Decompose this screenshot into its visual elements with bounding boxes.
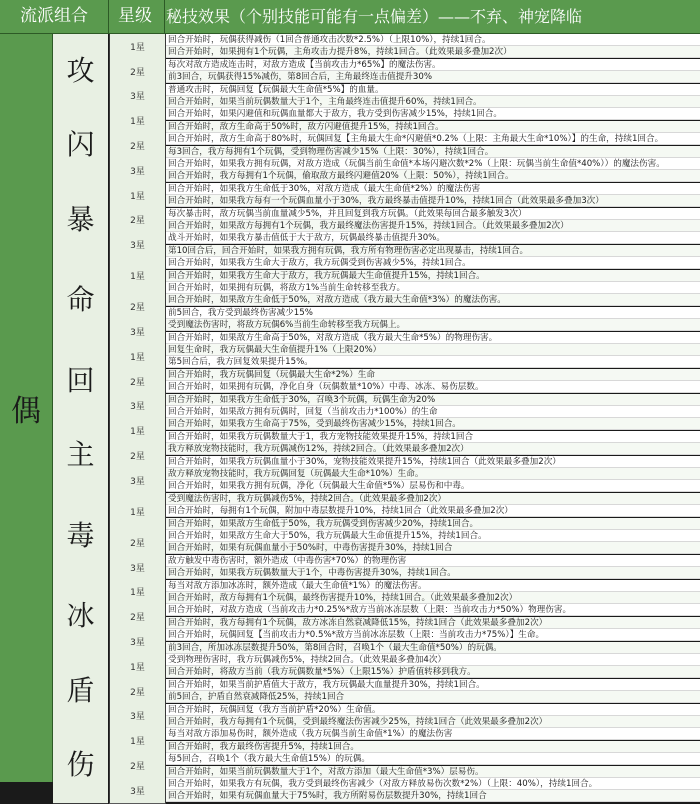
- star-level: 3星: [109, 232, 166, 258]
- effect-line: 回合开始时，如果我方生命低于30%，对敌方造成（最大生命值*2%）的魔法伤害: [166, 183, 700, 195]
- effect-line: 回合开始时，如果我方生命大于敌方，我方玩偶最大生命值提升15%，持续1回合。: [166, 270, 700, 282]
- star-level: 2星: [109, 443, 166, 469]
- star-level: 2星: [109, 294, 166, 320]
- effect-line: 回合开始时，如果敌方拥有玩偶时，回复（当前攻击力*100%）的生命: [166, 406, 700, 418]
- star-level: 1星: [109, 344, 166, 370]
- star-level: 1星: [109, 183, 166, 209]
- group-name: 冰: [66, 599, 95, 633]
- effect-line: 前5回合，护盾自然衰减降低25%，持续1回合: [166, 691, 700, 703]
- effect-line: 回合开始时，如果有玩偶血量大于75%时，我方所附易伤层数提升30%，持续1回合: [166, 790, 700, 802]
- effect-line: 回合开始时，如果当前护盾值大于敌方，我方玩偶最大血量提升30%，持续1回合。: [166, 679, 700, 691]
- effect-line: 每次对敌方造成连击时，对敌方造成【当前攻击力*65%】的魔法伤害。: [166, 59, 700, 71]
- star-level: 3星: [109, 394, 166, 420]
- header-divider: [108, 0, 109, 33]
- effect-line: 回合开始时，如果拥有玩偶，将敌方1%当前生命转移至我方。: [166, 282, 700, 294]
- star-level: 2星: [109, 679, 166, 705]
- header-combo: 流派组合: [20, 6, 88, 26]
- effect-line: 回合开始时，如果敌方生命低于50%，对敌方造成（我方最大生命值*3%）的魔法伤害。: [166, 294, 700, 306]
- effect-line: 每次暴击时，敌方玩偶当前血量减少5%，并且回复到我方玩偶。（此效果每回合最多触发3次）: [166, 208, 700, 220]
- effect-line: 敌方触发中毒伤害时，额外造成（中毒伤害*70%）的物理伤害: [166, 555, 700, 567]
- effect-line: 前3回合，玩偶获得15%减伤，第8回合后，主角最终连击值提升30%: [166, 71, 700, 83]
- group-name: 闪: [66, 128, 95, 162]
- star-level: 1星: [109, 728, 166, 754]
- group-cell: [53, 344, 108, 419]
- star-level: 1星: [109, 34, 166, 60]
- star-level: 2星: [109, 59, 166, 85]
- effect-line: 回合开始时，我方每拥有1个玩偶，偷取敌方最终闪避值20%（上限：50%），持续1回合。: [166, 170, 700, 182]
- group-cell: [53, 728, 108, 803]
- star-level: 3星: [109, 158, 166, 184]
- star-level: 2星: [109, 753, 166, 779]
- star-level: 3星: [109, 778, 166, 804]
- star-level: 1星: [109, 580, 166, 606]
- group-cell: [53, 493, 108, 581]
- group-name: 回: [66, 363, 95, 397]
- effect-line: 回合开始时，我方每拥有1个玩偶，受到最终魔法伤害减少25%，持续1回合（此效果最多叠加2次）: [166, 716, 700, 728]
- effect-line: 回合开始时，敌方生命高于80%时，玩偶回复【主角最大生命*闪避值*0.2%（上限：主角最大生命*10%）】的生命，持续1回合。: [166, 133, 700, 145]
- group-cell: [53, 580, 108, 655]
- effect-line: 回合开始时，如果敌方生命高于50%，对敌方造成（我方最大生命*5%）的物理伤害。: [166, 332, 700, 344]
- star-level: 3星: [109, 319, 166, 345]
- effect-line: 回合开始时，将敌方当前（我方玩偶数量*5%）（上限15%）护盾值转移到我方。: [166, 666, 700, 678]
- effect-line: 回合开始时，每拥有1个玩偶，附加中毒层数提升10%，持续1回合（此效果最多叠加2次）: [166, 505, 700, 517]
- star-level: 1星: [109, 108, 166, 134]
- star-level: 2星: [109, 530, 166, 556]
- effect-line: 每当对敌方添加易伤时，额外造成（我方玩偶当前生命值*1%）的魔法伤害: [166, 728, 700, 740]
- star-level: 3星: [109, 555, 166, 581]
- group-cell: [53, 654, 108, 729]
- effect-line: 回合开始时，对敌方造成（当前攻击力*0.25%*敌方当前冰冻层数（上限：当前攻击力*50%）物理伤害。: [166, 604, 700, 616]
- effect-line: 受到魔法伤害时，将敌方玩偶6%当前生命转移至我方玩偶上。: [166, 319, 700, 331]
- effect-line: 回合开始时，我方玩偶回复（玩偶最大生命*2%）生命: [166, 369, 700, 381]
- effect-line: 回合开始时，玩偶回复【当前攻击力*0.5%*敌方当前冰冻层数（上限：当前攻击力*75%）】生命。: [166, 629, 700, 641]
- effect-line: 受到魔法伤害时，我方玩偶减伤5%，持续2回合。（此效果最多叠加2次）: [166, 493, 700, 505]
- star-level: 1星: [109, 418, 166, 444]
- effect-line: 第10回合后，回合开始时，如果我方拥有玩偶，我方所有物理伤害必定出现暴击，持续1回合。: [166, 245, 700, 257]
- pet-column: [0, 34, 53, 782]
- star-level: 3星: [109, 84, 166, 110]
- star-level: 1星: [109, 654, 166, 680]
- star-level: 3星: [109, 704, 166, 730]
- group-name: 主: [66, 438, 95, 472]
- effect-line: 回合开始时，如果拥有玩偶，净化自身（玩偶数量*10%）中毒、冰冻、易伤层数。: [166, 381, 700, 393]
- group-cell: [53, 34, 108, 109]
- effect-line: 受到物理伤害时，我方玩偶减伤5%，持续2回合。（此效果最多叠加4次）: [166, 654, 700, 666]
- effect-line: 回合开始时，如果拥有1个玩偶，主角攻击力提升8%，持续1回合。（此效果最多叠加2次）: [166, 46, 700, 58]
- effect-line: 战斗开始时，如果我方暴击值低于大于敌方，玩偶最终暴击值提升30%。: [166, 232, 700, 244]
- effect-line: 回合开始时，如果敌方每拥有1个玩偶，我方最终魔法伤害提升15%，持续1回合。（此效果最多叠加2次）: [166, 220, 700, 232]
- effect-line: 每3回合，我方每拥有1个玩偶，受到物理伤害减少15%（上限：30%），持续1回合。: [166, 146, 700, 158]
- star-level: 1星: [109, 257, 166, 295]
- effect-line: 每当对敌方添加冰冻时，额外造成（最大生命值*1%）的魔法伤害。: [166, 580, 700, 592]
- star-level: 1星: [109, 493, 166, 531]
- effect-line: 回复生命时，我方玩偶最大生命值提升1%（上限20%）: [166, 344, 700, 356]
- effect-line: 回合开始时，我方最终伤害提升5%，持续1回合。: [166, 741, 700, 753]
- star-level: 2星: [109, 369, 166, 395]
- effect-line: 回合开始时，敌方生命高于50%时，敌方闪避值提升15%，持续1回合。: [166, 121, 700, 133]
- effect-line: 回合开始时，如果有玩偶血量小于50%时，中毒伤害提升30%，持续1回合: [166, 542, 700, 554]
- header-divider: [164, 0, 165, 33]
- effect-line: 第5回合后，我方回复效果提升15%。: [166, 356, 700, 368]
- effect-line: 前3回合，所加冰冻层数提升50%，第8回合时，召唤1个（最大生命值*50%）的玩偶。: [166, 642, 700, 654]
- group-cell: [53, 418, 108, 493]
- effect-line: 回合开始时，如果我方生命低于30%，召唤3个玩偶，玩偶生命为20%: [166, 394, 700, 406]
- group-name: 毒: [66, 518, 95, 552]
- star-level: 2星: [109, 208, 166, 234]
- star-level: 3星: [109, 468, 166, 494]
- star-level: 2星: [109, 133, 166, 159]
- effect-line: 回合开始时，如果我方有玩偶，我方受到最终伤害减少（对敌方释放易伤次数*2%）（上限：40%），持续1回合。: [166, 778, 700, 790]
- group-name: 攻: [66, 53, 95, 87]
- effect-line: 每5回合，召唤1个（我方最大生命值15%）的玩偶。: [166, 753, 700, 765]
- effect-line: 回合开始时，如果当前玩偶数量大于1个，对敌方添加（最大生命值*3%）层易伤。: [166, 766, 700, 778]
- effect-line: 回合开始时，如果敌方生命大于50%，我方玩偶最大生命值提升15%，持续1回合。: [166, 530, 700, 542]
- effect-line: 回合开始时，如果我方每有一个玩偶血量小于30%，我方最终暴击值提升10%，持续1回合（此效果最多叠加3次）: [166, 195, 700, 207]
- header-effect: 秘技效果（个别技能可能有一点偏差）——不弃、神宠降临: [166, 7, 583, 26]
- group-name: 伤: [66, 748, 95, 782]
- group-cell: [53, 257, 108, 345]
- effect-line: 前5回合，我方受到最终伤害减少15%: [166, 307, 700, 319]
- star-level: 2星: [109, 604, 166, 630]
- header-star: 星级: [118, 6, 152, 26]
- effect-line: 回合开始时，如果我方玩偶血量小于30%，宠物技能效果提升15%，持续1回合（此效果最多叠加2次）: [166, 456, 700, 468]
- group-name: 暴: [66, 202, 95, 236]
- group-cell: [53, 183, 108, 258]
- effect-line: 回合开始时，玩偶获得减伤（1回合普通攻击次数*2.5%）（上限10%），持续1回合。: [166, 34, 700, 46]
- effect-line: 敌方释放宠物技能时，我方玩偶回复（玩偶最大生命*10%）生命。: [166, 468, 700, 480]
- effect-line: 回合开始时，如果敌方生命低于50%，我方玩偶受到伤害减少20%，持续1回合。: [166, 518, 700, 530]
- effect-line: 回合开始时，如果我方拥有玩偶，对敌方造成（玩偶当前生命值*本场闪避次数*2%（上限：玩偶当前生命值*40%））的魔法伤害。: [166, 158, 700, 170]
- effect-line: 回合开始时，如果我方生命高于75%，受到最终伤害减少15%，持续1回合。: [166, 418, 700, 430]
- effect-line: 普通攻击时，玩偶回复【玩偶最大生命值*5%】的血量。: [166, 84, 700, 96]
- group-name: 盾: [66, 673, 95, 707]
- effect-line: 回合开始时，如果我方拥有玩偶，净化（玩偶最大生命值*5%）层易伤和中毒。: [166, 480, 700, 492]
- effect-line: 我方释放宠物技能时，我方玩偶减伤12%，持续2回合。（此效果最多叠加2次）: [166, 443, 700, 455]
- effect-line: 回合开始时，如果闪避值和玩偶血量都大于敌方，我方受到伤害减少15%，持续1回合。: [166, 108, 700, 120]
- effect-line: 回合开始时，如果我方生命大于敌方，我方玩偶受到伤害减少5%，持续1回合。: [166, 257, 700, 269]
- effect-line: 回合开始时，我方每拥有1个玩偶，敌方冰冻自然衰减降低15%，持续1回合（此效果最多叠加2次）: [166, 617, 700, 629]
- table-header: [0, 0, 700, 34]
- effect-line: 回合开始时，玩偶回复（我方当前护盾*20%）生命值。: [166, 704, 700, 716]
- star-level: 3星: [109, 629, 166, 655]
- effect-line: 回合开始时，如果我方玩偶数量大于1个，中毒伤害提升30%，持续1回合。: [166, 567, 700, 579]
- effect-line: 回合开始时，如果当前玩偶数量大于1个，主角最终连击值提升60%，持续1回合。: [166, 96, 700, 108]
- group-name: 命: [66, 283, 95, 317]
- pet-label: 偶: [11, 394, 41, 429]
- group-cell: [53, 108, 108, 183]
- effect-line: 回合开始时，如果我方玩偶数量大于1，我方宠物技能效果提升15%，持续1回合: [166, 431, 700, 443]
- effect-line: 回合开始时，敌方每拥有1个玩偶，最终伤害提升10%，持续1回合。（此效果最多叠加2次）: [166, 592, 700, 604]
